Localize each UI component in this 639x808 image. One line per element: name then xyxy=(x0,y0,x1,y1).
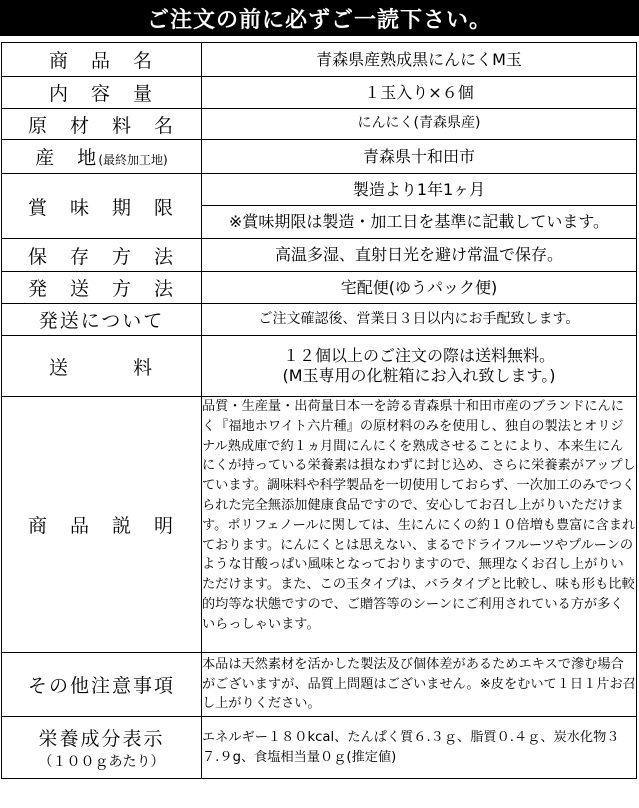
label-about-shipping: 発送について xyxy=(2,304,202,336)
product-spec-table xyxy=(1,42,637,779)
value-contents: １玉入り×６個 xyxy=(202,77,637,109)
value-postage-line1: １２個以上のご注文の際は送料無料。 xyxy=(282,346,555,365)
label-description: 商 品 説 明 xyxy=(2,397,202,653)
value-origin: 青森県十和田市 xyxy=(202,140,637,174)
label-shipping-method: 発 送 方 法 xyxy=(2,272,202,304)
row-storage xyxy=(2,239,637,272)
row-description xyxy=(2,397,637,653)
value-postage xyxy=(202,336,637,397)
value-ingredients: にんにく(青森県産) xyxy=(202,109,637,140)
value-best-before: 製造より1年1ヶ月 xyxy=(202,174,637,206)
label-storage: 保 存 方 法 xyxy=(2,239,202,272)
label-origin-main: 産 地 xyxy=(35,147,99,169)
row-shipping-method xyxy=(2,272,637,304)
row-best-before xyxy=(2,174,637,206)
page-banner xyxy=(0,0,639,36)
value-other-notes: 本品は天然素材を活かした製法及び個体差があるためエキスで滲む場合がございますが、品質上問題はございません。※皮をむいて１日１片お召し上がりください。 xyxy=(202,653,637,717)
value-shipping-method: 宅配便(ゆうパック便) xyxy=(202,272,637,304)
value-description: 品質・生産量・出荷量日本一を誇る青森県十和田市産のブランドにんにく『福地ホワイト六片種』の原材料のみを使用し、独自の製法とオリジナル熟成庫で約１ヵ月間にんにくを熟成させることにより、本来生にんにくが持っている栄養素は損なわずに封じ込め、さらに栄養素がアップしています。調味料や科学製品を一切使用しておらず、一次加工のみでつくられた完全無添加健康食品ですので、安心してお召し上がりいただけます。ポリフェノールに関しては、生にんにくの約１０倍増も豊富に含まれております。にんにくとは思えない、まるでドライフルーツやプルーンのような甘酸っぱい風味となっておりますので、無理なくお召し上がりいただけます。また、この玉タイプは、バラタイプと比較し、味も形も比較的均等な状態ですので、ご贈答等のシーンにご利用されている方が多くいらっしゃいます。 xyxy=(202,397,637,653)
label-ingredients: 原 材 料 名 xyxy=(2,109,202,140)
label-other-notes: その他注意事項 xyxy=(2,653,202,717)
label-postage: 送 料 xyxy=(2,336,202,397)
row-postage xyxy=(2,336,637,397)
row-contents xyxy=(2,77,637,109)
label-product-name: 商 品 名 xyxy=(2,43,202,77)
value-product-name: 青森県産熟成黒にんにくM玉 xyxy=(202,43,637,77)
value-postage-line2: (M玉専用の化粧箱にお入れ致します。) xyxy=(282,366,556,385)
label-nutrition-main: 栄養成分表示 xyxy=(38,728,165,750)
value-storage: 高温多湿、直射日光を避け常温で保存。 xyxy=(202,239,637,272)
label-origin xyxy=(2,140,202,174)
label-best-before: 賞 味 期 限 xyxy=(2,174,202,239)
label-origin-sub: (最終加工地) xyxy=(98,153,168,167)
row-nutrition xyxy=(2,717,637,779)
banner-text: ご注文の前に必ずご一読下さい。 xyxy=(146,7,492,33)
value-about-shipping: ご注文確認後、営業日３日以内にお手配致します。 xyxy=(202,304,637,336)
row-product-name xyxy=(2,43,637,77)
value-nutrition: エネルギー１８０kcal、たんぱく質６.３ｇ、脂質０.４ｇ、炭水化物３７.９g、食塩相当量０ｇ(推定値) xyxy=(202,717,637,779)
row-origin xyxy=(2,140,637,174)
label-nutrition xyxy=(2,717,202,779)
label-contents: 内 容 量 xyxy=(2,77,202,109)
value-best-before-note: ※賞味期限は製造・加工日を基準に記載しています。 xyxy=(202,206,637,239)
label-nutrition-sub: （１００ｇあたり） xyxy=(38,754,165,770)
row-ingredients xyxy=(2,109,637,140)
row-other-notes xyxy=(2,653,637,717)
row-about-shipping xyxy=(2,304,637,336)
